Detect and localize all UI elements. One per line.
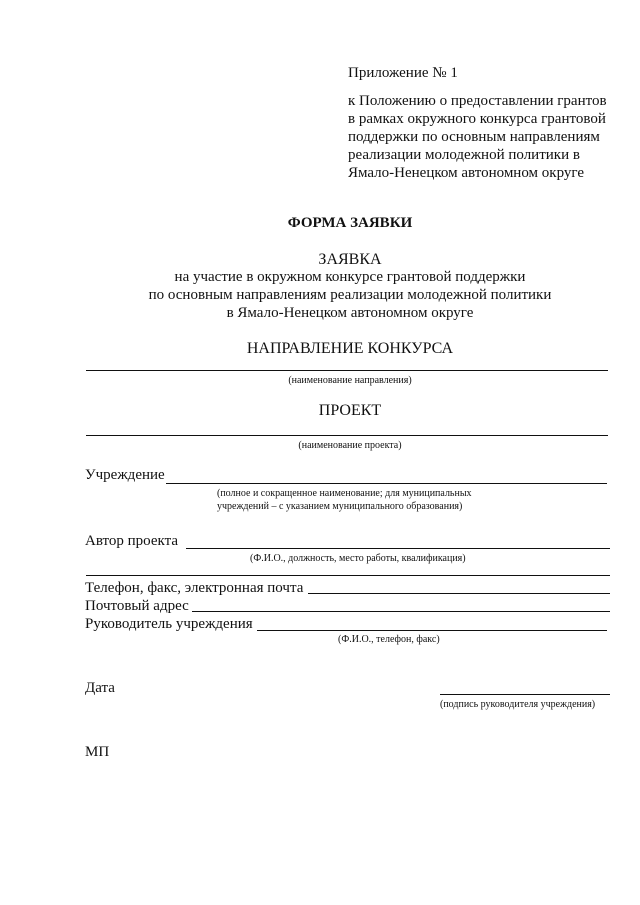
annex-line: реализации молодежной политики в [348,147,580,163]
application-line: в Ямало-Ненецком автономном округе [226,305,474,321]
institution-field-line[interactable] [166,483,607,484]
application-line: на участие в окружном конкурсе грантовой поддержки [174,269,526,285]
project-caption: (наименование проекта) [298,440,402,451]
annex-line: Ямало-Ненецком автономном округе [348,165,584,181]
date-label: Дата [85,680,115,696]
author-field-line[interactable] [186,548,610,549]
postal-field-line[interactable] [192,611,610,612]
application-line: по основным направлениям реализации молодежной политики [148,287,552,303]
signature-line[interactable] [440,694,610,695]
institution-caption: (полное и сокращенное наименование; для муниципальных [217,488,472,499]
stamp-label: МП [85,744,110,760]
institution-caption: учреждений – с указанием муниципального образования) [217,501,463,512]
project-field-line[interactable] [86,435,608,436]
annex-line: в рамках окружного конкурса грантовой [348,111,606,127]
direction-field-line[interactable] [86,370,608,371]
application-heading: ЗАЯВКА [318,251,382,268]
direction-caption: (наименование направления) [288,375,412,386]
form-title-text: ФОРМА ЗАЯВКИ [287,215,413,231]
project-heading: ПРОЕКТ [318,402,382,419]
direction-heading: НАПРАВЛЕНИЕ КОНКУРСА [246,340,454,357]
form-title [0,214,640,233]
signature-caption: (подпись руководителя учреждения) [440,699,596,710]
institution-label: Учреждение [85,467,165,483]
phone-label: Телефон, факс, электронная почта [85,580,304,596]
phone-field-line[interactable] [308,593,610,594]
author-extra-line[interactable] [86,575,610,576]
postal-label: Почтовый адрес [85,598,189,614]
annex-title: Приложение № 1 [348,65,458,81]
head-label: Руководитель учреждения [85,616,253,632]
head-field-line[interactable] [257,630,607,631]
annex-line: поддержки по основным направлениям [348,129,600,145]
author-caption: (Ф.И.О., должность, место работы, квалификация) [250,553,466,564]
annex-line: к Положению о предоставлении грантов [348,93,607,109]
head-caption: (Ф.И.О., телефон, факс) [338,634,440,645]
author-label: Автор проекта [85,533,179,549]
